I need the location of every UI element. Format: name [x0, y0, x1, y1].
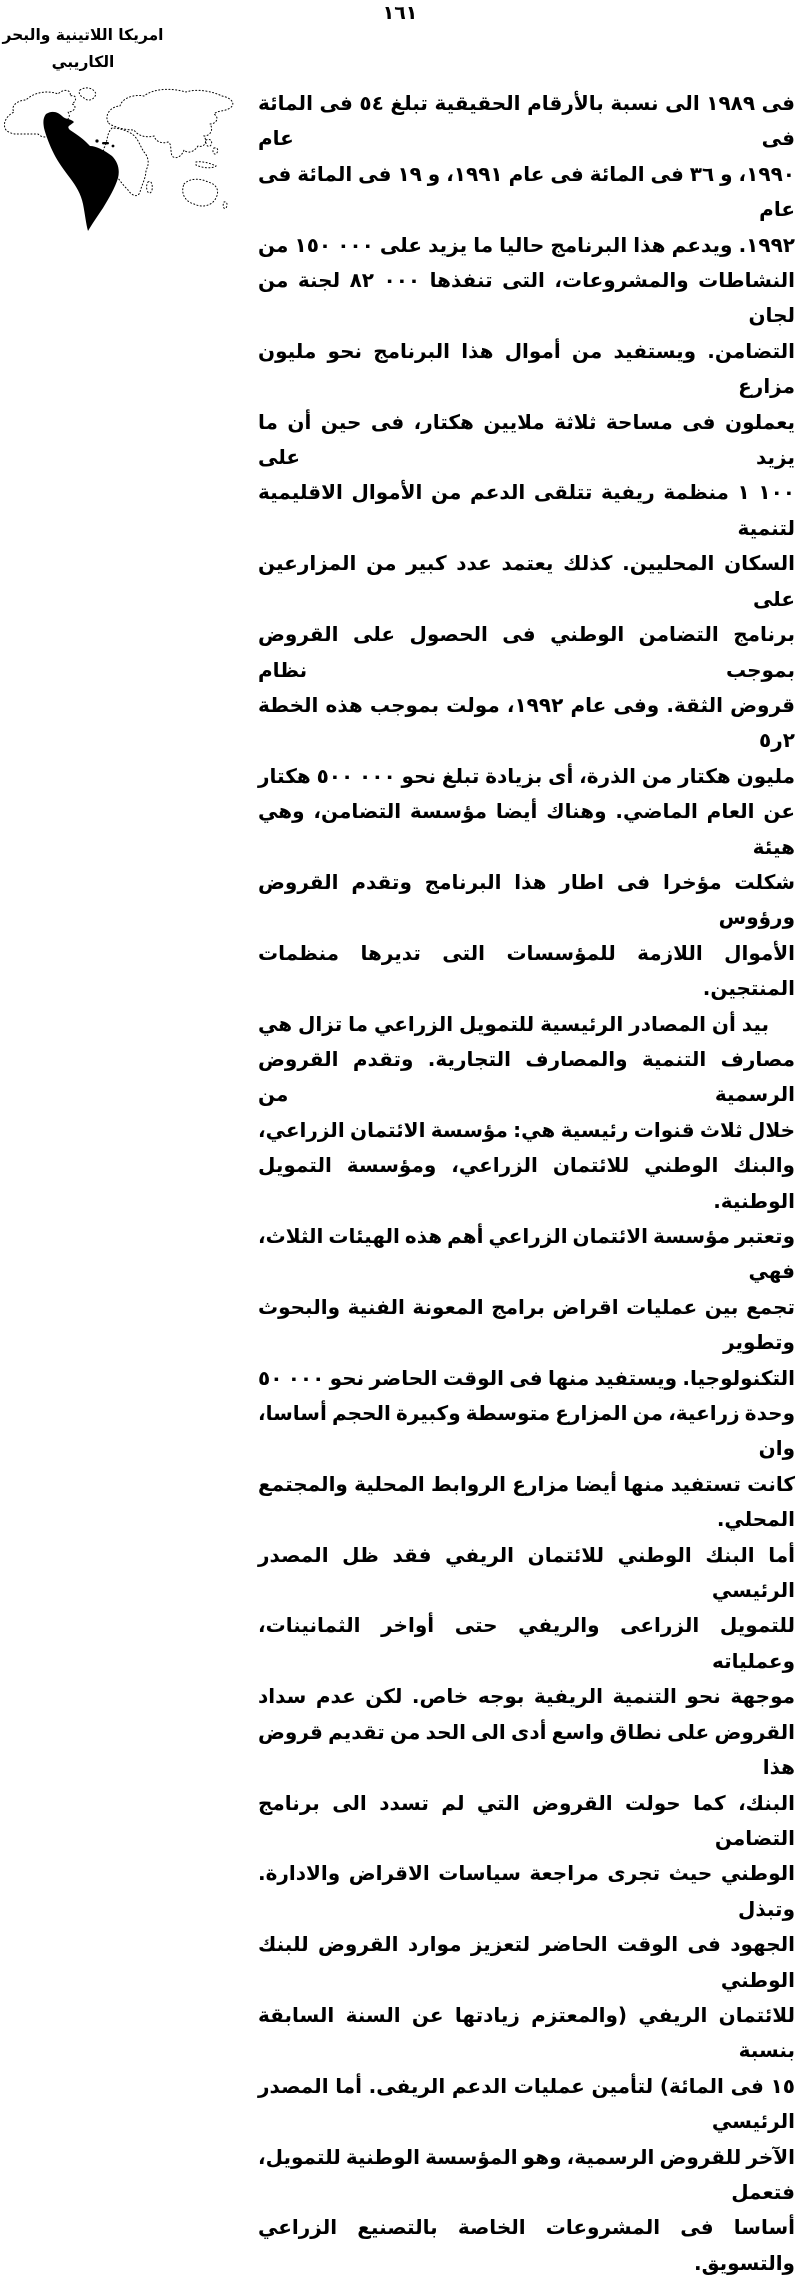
text-line: يعملون فى مساحة ثلاثة ملايين هكتار، فى حين أن ما يزيد على — [258, 409, 795, 470]
text-line: البنك، كما حولت القروض التي لم تسدد الى برنامج التضامن — [258, 1790, 795, 1850]
text-line: بيد أن المصادر الرئيسية للتمويل الزراعي ما تزال هي — [258, 1011, 769, 1036]
text-line: شكلت مؤخرا فى اطار هذا البرنامج وتقدم القروض ورؤوس — [258, 869, 795, 930]
page-number: ١٦١ — [382, 2, 418, 24]
new-zealand-outline — [223, 202, 227, 209]
text-line: للتمويل الزراعى والريفي حتى أواخر الثمانينات، وعملياته — [258, 1613, 795, 1673]
region-label-line1: امريكا اللاتينية والبحر — [2, 26, 164, 44]
region-label — [2, 22, 164, 76]
greenland-outline — [79, 88, 96, 100]
caribbean-island — [112, 145, 115, 148]
text-line: القروض على نطاق واسع أدى الى الحد من تقديم قروض هذا — [258, 1719, 795, 1780]
world-map-svg — [0, 84, 242, 236]
text-line: والبنك الوطني للائتمان الزراعي، ومؤسسة التمويل الوطنية. — [258, 1153, 795, 1213]
southeast-asia-outline — [196, 139, 218, 167]
text-line: قروض الثقة. وفى عام ١٩٩٢، مولت بموجب هذه الخطة ٢ر٥ — [258, 692, 796, 753]
text-line: كانت تستفيد منها أيضا مزارع الروابط المحلية والمجتمع المحلي. — [258, 1471, 795, 1532]
eurasia-outline — [107, 89, 233, 157]
text-line: تجمع بين عمليات اقراض برامج المعونة الفنية والبحوث وتطوير — [258, 1294, 795, 1355]
text-line: ١٥ فى المائة) لتأمين عمليات الدعم الريفى. أما المصدر الرئيسي — [258, 2073, 795, 2134]
text-line: خلال ثلاث قنوات رئيسية هي: مؤسسة الائتمان الزراعي، — [258, 1117, 795, 1142]
text-line: مليون هكتار من الذرة، أى بزيادة تبلغ نحو ٥٠٠ ٠٠٠ هكتار — [258, 763, 795, 788]
madagascar-outline — [147, 181, 153, 193]
latin-america-region — [43, 112, 118, 231]
text-line: عن العام الماضي. وهناك أيضا مؤسسة التضامن، وهي هيئة — [258, 799, 795, 859]
body-text — [258, 86, 795, 2281]
region-label-line2: الكاريبي — [51, 53, 115, 71]
text-line: الوطني حيث تجرى مراجعة سياسات الاقراض والادارة. وتبذل — [258, 1861, 795, 1921]
text-line: مصارف التنمية والمصارف التجارية. وتقدم القروض الرسمية من — [258, 1046, 795, 1107]
text-line: وحدة زراعية، من المزارع متوسطة وكبيرة الحجم أساسا، وان — [258, 1401, 795, 1461]
text-line: برنامج التضامن الوطني فى الحصول على القروض بموجب نظام — [258, 622, 795, 682]
caribbean-island — [95, 139, 98, 142]
text-line: الآخر للقروض الرسمية، وهو المؤسسة الوطنية للتمويل، فتعمل — [258, 2144, 795, 2204]
text-line: موجهة نحو التنمية الريفية بوجه خاص. لكن عدم سداد — [258, 1684, 795, 1709]
text-line: التكنولوجيا. ويستفيد منها فى الوقت الحاضر نحو ٥٠ ٠٠٠ — [258, 1365, 796, 1390]
caribbean-island — [102, 142, 109, 144]
text-line: أساسا فى المشروعات الخاصة بالتصنيع الزراعي والتسويق. — [258, 2215, 795, 2275]
text-line: ١٩٩٠، و ٣٦ فى المائة فى عام ١٩٩١، و ١٩ فى المائة فى عام — [258, 161, 795, 222]
text-line: الأموال اللازمة للمؤسسات التى تديرها منظمات المنتجين. — [258, 940, 795, 1001]
text-line: ١٩٩٢. ويدعم هذا البرنامج حاليا ما يزيد على ١٥٠ ٠٠٠ من — [258, 232, 795, 257]
text-line: وتعتبر مؤسسة الائتمان الزراعي أهم هذه الهيئات الثلاث، فهي — [258, 1224, 795, 1284]
world-map — [0, 84, 242, 236]
text-line: فى ١٩٨٩ الى نسبة بالأرقام الحقيقية تبلغ ٥٤ فى المائة فى عام — [258, 91, 795, 151]
text-line: الجهود فى الوقت الحاضر لتعزيز موارد القروض للبنك الوطني — [258, 1932, 795, 1992]
text-line: السكان المحليين. كذلك يعتمد عدد كبير من المزارعين على — [258, 551, 795, 611]
text-line: أما البنك الوطني للائتمان الريفي فقد ظل المصدر الرئيسي — [258, 1542, 795, 1603]
text-line: ١ ١٠٠ منظمة ريفية تتلقى الدعم من الأموال الاقليمية لتنمية — [258, 480, 795, 540]
text-line: التضامن. ويستفيد من أموال هذا البرنامج نحو مليون مزارع — [258, 338, 795, 399]
text-line: النشاطات والمشروعات، التى تنفذها ٨٢ ٠٠٠ لجنة من لجان — [258, 268, 795, 328]
text-line: للائتمان الريفي (والمعتزم زيادتها عن السنة السابقة بنسبة — [258, 2002, 795, 2063]
australia-outline — [183, 179, 218, 206]
